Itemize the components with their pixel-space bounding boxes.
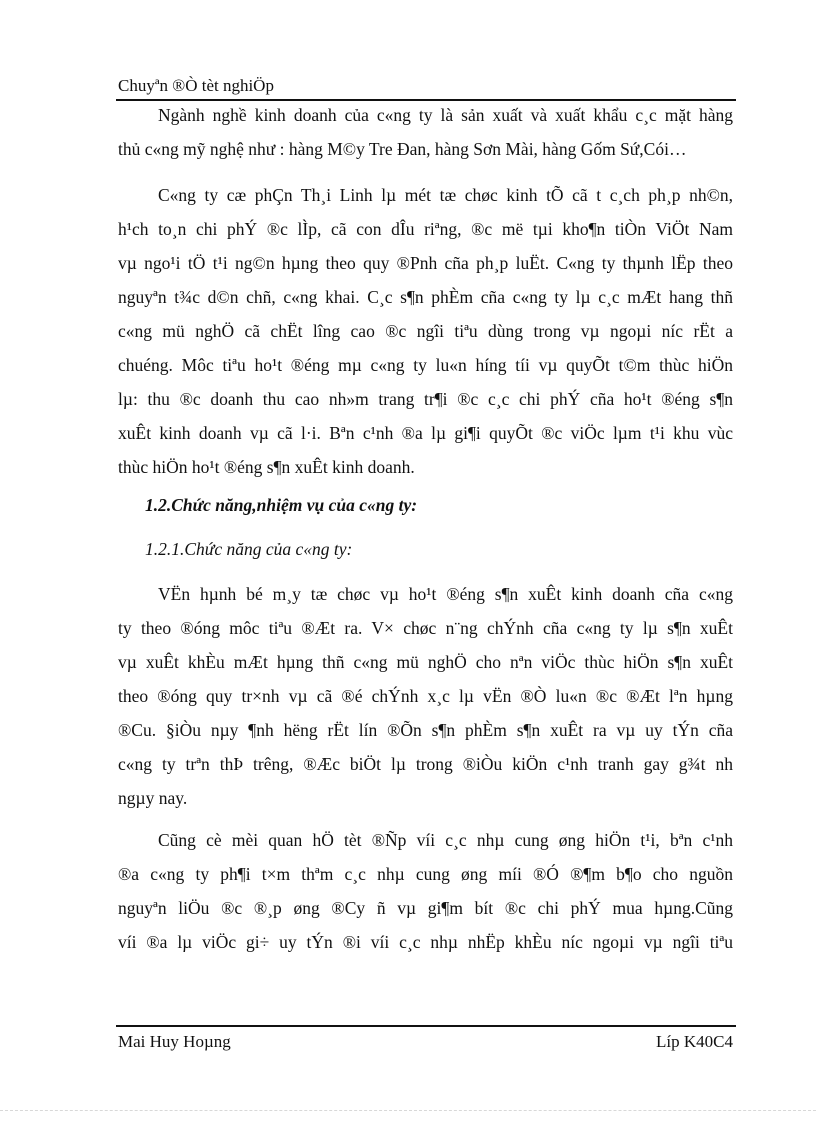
paragraph-suppliers xyxy=(118,823,733,959)
text-line: lµ: thu ®c doanh thu cao nh»m trang tr¶i ®c c¸c chi phÝ cña ho¹t ®éng s¶n xyxy=(118,389,733,409)
text-line: VËn hµnh bé m¸y tæ chøc vµ ho¹t ®éng s¶n xuÊt kinh doanh cña c«ng xyxy=(158,584,733,604)
text-line: nguyªn t¾c d©n chñ, c«ng khai. C¸c s¶n phÈm cña c«ng ty lµ c¸c mÆt hang thñ xyxy=(118,287,733,307)
text-line: C«ng ty cæ phÇn Th¸i Linh lµ mét tæ chøc kinh tÕ cã t c¸ch ph¸p nh©n, xyxy=(158,185,733,205)
text-line: vµ xuÊt khÈu mÆt hµng thñ c«ng mü nghÖ cho nªn viÖc thùc hiÖn s¶n xuÊt xyxy=(118,652,733,672)
page-header-title: Chuyªn ®Ò tèt nghiÖp xyxy=(118,76,274,95)
page-boundary xyxy=(0,1110,816,1111)
paragraph-functions xyxy=(118,577,733,815)
text-line: ®a c«ng ty ph¶i t×m thªm c¸c nhµ cung øng míi ®Ó ®¶m b¶o cho nguồn xyxy=(118,864,733,884)
paragraph-company-description xyxy=(118,178,733,484)
footer-class: Líp K40C4 xyxy=(656,1032,733,1051)
text-line: Cũng cè mèi quan hÖ tèt ®Ñp víi c¸c nhµ cung øng hiÖn t¹i, bªn c¹nh xyxy=(158,830,733,850)
text-line: ty theo ®óng môc tiªu ®Æt ra. V× chøc n¨ng chÝnh cña c«ng ty lµ s¶n xuÊt xyxy=(118,618,733,638)
text-line: chuéng. Môc tiªu ho¹t ®éng mµ c«ng ty lu«n híng tíi vµ quyÕt t©m thùc hiÖn xyxy=(118,355,733,375)
text-line: thủ c«ng mỹ nghệ như : hàng M©y Tre Đan, hàng Sơn Mài, hàng Gốm Sứ,Cói… xyxy=(118,139,687,159)
text-line: c«ng ty trªn thÞ trêng, ®Æc biÖt lµ trong ®iÒu kiÖn c¹nh tranh gay g¾t nh xyxy=(118,754,733,774)
text-line: vµ ngo¹i tÖ t¹i ng©n hµng theo quy ®Pnh cña ph¸p luËt. C«ng ty thµnh lËp theo xyxy=(118,253,733,273)
text-line: xuÊt kinh doanh vµ cã l·i. Bªn c¹nh ®a lµ gi¶i quyÕt ®c viÖc lµm t¹i khu vùc xyxy=(118,423,733,443)
text-line: Ngành nghề kinh doanh của c«ng ty là sản xuất và xuất khẩu c¸c mặt hàng xyxy=(158,105,733,125)
text-line: ngµy nay. xyxy=(118,788,188,808)
footer-author: Mai Huy Hoµng xyxy=(118,1032,231,1051)
text-line: h¹ch to¸n chi phÝ ®c lÌp, cã con dÎu riªng, ®c më tµi kho¶n tiÒn ViÖt Nam xyxy=(118,219,733,239)
text-line: theo ®óng quy tr×nh vµ cã ®é chÝnh x¸c lµ vËn ®Ò lu«n ®c ®Æt lªn hµng xyxy=(118,686,733,706)
text-line: víi ®a lµ viÖc gi÷ uy tÝn ®i víi c¸c nhµ nhËp khÈu níc ngoµi vµ ngîi tiªu xyxy=(118,932,733,952)
paragraph-business-lines xyxy=(118,98,733,166)
footer-divider xyxy=(116,1025,736,1027)
text-line: nguyªn liÖu ®c ®¸p øng ®Cy ñ vµ gi¶m bít ®c chi phÝ mua hµng.Cũng xyxy=(118,898,733,918)
section-heading: 1.2.Chức năng,nhiệm vụ của c«ng ty: xyxy=(145,495,418,515)
subsection-heading: 1.2.1.Chức năng của c«ng ty: xyxy=(145,539,353,559)
text-line: thùc hiÖn ho¹t ®éng s¶n xuÊt kinh doanh. xyxy=(118,457,415,477)
text-line: ®Cu. §iÒu nµy ¶nh hëng rËt lín ®Õn s¶n phÈm s¶n xuÊt ra vµ uy tÝn cña xyxy=(118,720,733,740)
text-line: c«ng mü nghÖ cã chËt lîng cao ®c ngîi tiªu dùng trong vµ ngoµi níc rËt a xyxy=(118,321,733,341)
